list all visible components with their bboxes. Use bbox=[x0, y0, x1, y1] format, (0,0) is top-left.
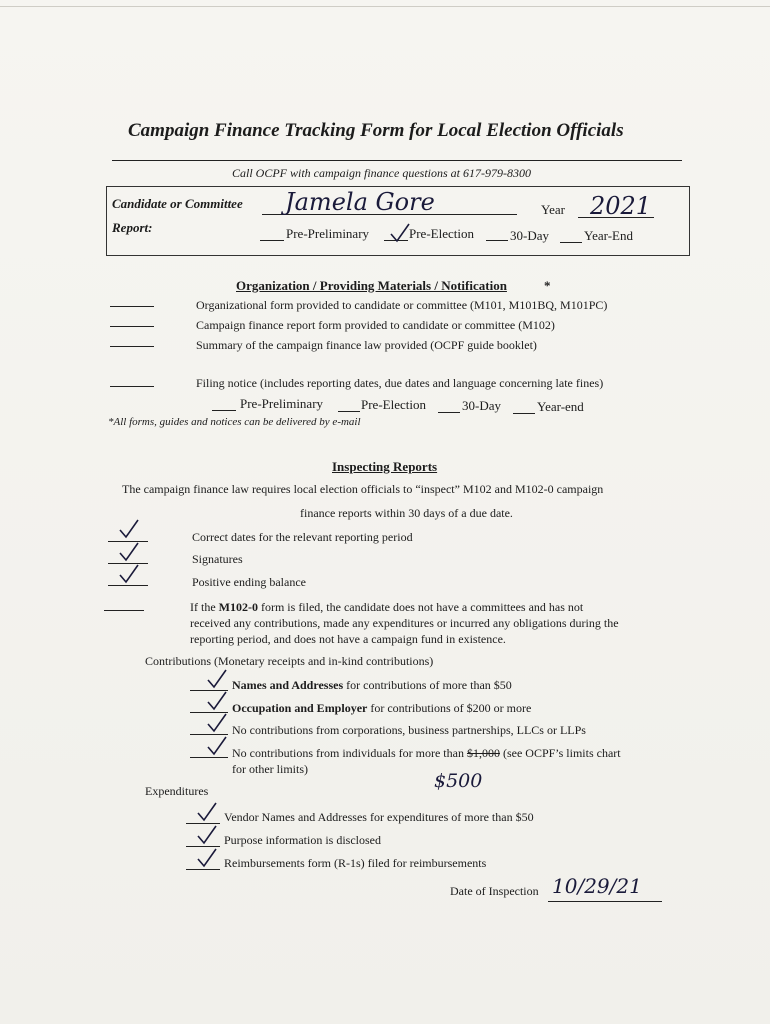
inspecting-intro-line-1: The campaign finance law requires local election officials to “inspect” M102 and M102-0 campaign bbox=[122, 482, 604, 496]
contrib-item-individuals bbox=[232, 746, 621, 761]
expenditures-label: Expenditures bbox=[145, 784, 209, 798]
check-mark-icon bbox=[196, 824, 218, 846]
exp-item-reimbursements: Reimbursements form (R-1s) filed for reimbursements bbox=[224, 856, 487, 870]
filing-blank[interactable] bbox=[110, 386, 154, 387]
filing-notice: Filing notice (includes reporting dates, due dates and language concerning late fines) bbox=[196, 376, 604, 390]
scan-edge-line bbox=[0, 6, 770, 7]
m1020-line-1 bbox=[190, 600, 583, 615]
date-of-inspection-handwritten[interactable]: 10/29/21 bbox=[552, 874, 642, 898]
handwritten-amount: $500 bbox=[434, 770, 483, 792]
filing-blank-3[interactable] bbox=[438, 412, 460, 413]
candidate-name-handwritten[interactable]: Jamela Gore bbox=[285, 188, 435, 216]
organization-heading-text: Organization / Providing Materials / Notification bbox=[236, 278, 507, 293]
inspect-item-signatures: Signatures bbox=[192, 552, 243, 566]
check-mark-icon bbox=[206, 690, 228, 712]
year-handwritten[interactable]: 2021 bbox=[590, 192, 652, 220]
struck-limit: $1,000 bbox=[466, 746, 500, 760]
contrib-item-occupation bbox=[232, 701, 531, 716]
inspect-blank-4[interactable] bbox=[104, 610, 144, 611]
contrib-item-names-rest: for contributions of more than $50 bbox=[343, 678, 512, 692]
report-option-pre-preliminary: Pre-Preliminary bbox=[286, 226, 370, 241]
report-option-30-day: 30-Day bbox=[510, 228, 549, 243]
check-mark-icon bbox=[206, 668, 228, 690]
contrib-blank-4[interactable] bbox=[190, 757, 228, 758]
report-label: Report: bbox=[112, 220, 153, 235]
ocpf-phone-line: Call OCPF with campaign finance questions at 617-979-8300 bbox=[232, 166, 531, 180]
report-blank-4[interactable] bbox=[560, 242, 582, 243]
filing-blank-1[interactable] bbox=[212, 410, 236, 411]
check-mark-icon bbox=[389, 222, 411, 244]
inspecting-heading: Inspecting Reports bbox=[332, 459, 438, 474]
inspect-blank-3[interactable] bbox=[108, 585, 148, 586]
exp-blank-3[interactable] bbox=[186, 869, 220, 870]
filing-blank-2[interactable] bbox=[338, 411, 360, 412]
filing-option-pre-preliminary: Pre-Preliminary bbox=[240, 396, 324, 411]
form-title: Campaign Finance Tracking Form for Local Election Officials bbox=[128, 120, 624, 141]
contrib-item-occupation-rest: for contributions of $200 or more bbox=[367, 701, 532, 715]
filing-option-year-end: Year-end bbox=[537, 399, 584, 414]
org-blank-3[interactable] bbox=[110, 346, 154, 347]
inspect-item-positive-balance: Positive ending balance bbox=[192, 575, 306, 589]
contrib-item-occupation-bold: Occupation and Employer bbox=[232, 701, 368, 715]
date-field-line bbox=[548, 901, 662, 902]
m1020-line-3: reporting period, and does not have a campaign fund in existence. bbox=[190, 632, 506, 646]
m1020-line-2: received any contributions, made any expenditures or incurred any obligations during the bbox=[190, 616, 619, 630]
check-mark-icon bbox=[118, 518, 140, 540]
org-item-3: Summary of the campaign finance law provided (OCPF guide booklet) bbox=[196, 338, 537, 352]
report-blank-1[interactable] bbox=[260, 240, 284, 241]
report-option-pre-election: Pre-Election bbox=[409, 226, 474, 241]
check-mark-icon bbox=[206, 712, 228, 734]
report-blank-3[interactable] bbox=[486, 240, 508, 241]
contributions-label: Contributions (Monetary receipts and in-kind contributions) bbox=[145, 654, 434, 668]
filing-option-pre-election: Pre-Election bbox=[361, 397, 426, 412]
m1020-bold: M102-0 bbox=[218, 600, 258, 614]
contrib-item-corporations: No contributions from corporations, business partnerships, LLCs or LLPs bbox=[232, 723, 586, 737]
contrib-item-names bbox=[232, 678, 512, 693]
check-mark-icon bbox=[118, 563, 140, 585]
filing-option-30-day: 30-Day bbox=[462, 398, 501, 413]
contrib-item-names-bold: Names and Addresses bbox=[232, 678, 344, 692]
check-mark-icon bbox=[196, 847, 218, 869]
m1020-rest: form is filed, the candidate does not have a committees and has not bbox=[257, 600, 584, 614]
org-item-2: Campaign finance report form provided to candidate or committee (M102) bbox=[196, 318, 555, 332]
exp-item-vendor: Vendor Names and Addresses for expenditures of more than $50 bbox=[224, 810, 534, 824]
contrib-item-individuals-line-2: for other limits) bbox=[232, 762, 308, 776]
report-option-year-end: Year-End bbox=[584, 228, 633, 243]
contrib-item-individuals-pre: No contributions from individuals for more than bbox=[232, 746, 467, 760]
filing-blank-4[interactable] bbox=[513, 413, 535, 414]
org-blank-1[interactable] bbox=[110, 306, 154, 307]
inspect-item-correct-dates: Correct dates for the relevant reporting period bbox=[192, 530, 413, 544]
org-blank-2[interactable] bbox=[110, 326, 154, 327]
contrib-item-individuals-post: (see OCPF’s limits chart bbox=[499, 746, 621, 760]
candidate-label: Candidate or Committee bbox=[112, 196, 243, 211]
year-label: Year bbox=[541, 202, 565, 217]
m1020-prefix: If the bbox=[190, 600, 219, 614]
title-rule bbox=[112, 160, 682, 161]
inspecting-intro-line-2: finance reports within 30 days of a due date. bbox=[300, 506, 513, 520]
check-mark-icon bbox=[196, 801, 218, 823]
org-item-1: Organizational form provided to candidate or committee (M101, M101BQ, M101PC) bbox=[196, 298, 608, 312]
date-of-inspection-label: Date of Inspection bbox=[450, 884, 539, 898]
exp-item-purpose: Purpose information is disclosed bbox=[224, 833, 381, 847]
organization-asterisk: * bbox=[544, 278, 551, 293]
check-mark-icon bbox=[206, 735, 228, 757]
check-mark-icon bbox=[118, 541, 140, 563]
footnote: *All forms, guides and notices can be delivered by e-mail bbox=[108, 416, 361, 428]
organization-heading bbox=[236, 278, 507, 294]
